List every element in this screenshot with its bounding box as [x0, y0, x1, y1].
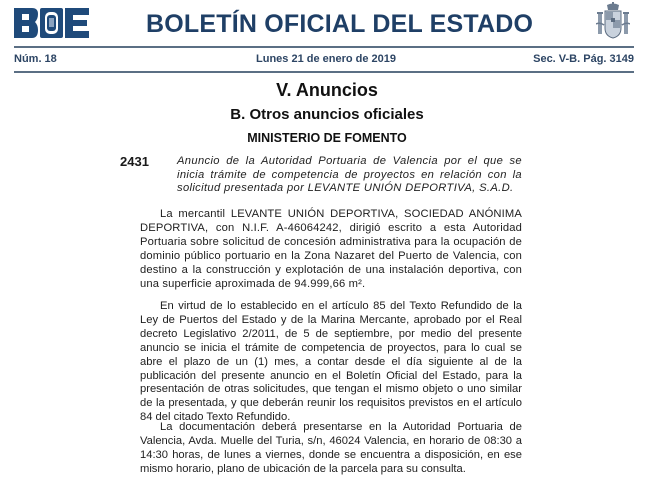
- issue-date: Lunes 21 de enero de 2019: [256, 53, 397, 65]
- issue-number: Núm. 18: [14, 53, 57, 65]
- ministry-heading: MINISTERIO DE FOMENTO: [247, 131, 407, 145]
- body-paragraph: La documentación deberá presentarse en la Autoridad Portuaria de Valencia, Avda. Muelle del Turia, s/n, 46024 Valencia, en horario de 08:30 a 14:30 horas, de lunes a viernes, donde se encuentra a disposición, en ese mismo horario, plano de ubicación de la parcela para su consulta.: [140, 421, 522, 475]
- section-heading: V. Anuncios: [276, 80, 378, 100]
- masthead-title: BOLETÍN OFICIAL DEL ESTADO: [146, 10, 534, 38]
- boe-logo-icon: [14, 8, 89, 38]
- spain-coat-of-arms-icon: [596, 2, 630, 40]
- announcement-number: 2431: [120, 154, 149, 169]
- body-paragraph: En virtud de lo establecido en el artículo 85 del Texto Refundido de la Ley de Puertos del Estado y de la Marina Mercante, aprobado por el Real decreto Legislativo 2/2011, de 5 de septiembre, por medio del presente anuncio se inicia el trámite de competencia de proyectos, para lo cual se abre el plazo de un (1) mes, a contar desde el día siguiente al de la publicación del presente anuncio en el Boletín Oficial del Estado, para la presentación de otras solicitudes, que tengan el mismo objeto o uno similar de la presentada, y que deberán reunir los requisitos previstos en el artículo 84 del citado Texto Refundido.: [140, 300, 522, 424]
- header-rule-top: [14, 46, 634, 48]
- body-paragraph: La mercantil LEVANTE UNIÓN DEPORTIVA, SOCIEDAD ANÓNIMA DEPORTIVA, con N.I.F. A-46064242, dirigió escrito a esta Autoridad Portuaria sobre solicitud de concesión administrativa para la ocupación de dominio público portuario en la Zona Nazaret del Puerto de Valencia, con destino a la construcción y explotación de una instalación deportiva, con una superficie aproximada de 94.999,66 m².: [140, 208, 522, 290]
- subsection-heading: B. Otros anuncios oficiales: [230, 106, 424, 123]
- section-page: Sec. V-B. Pág. 3149: [533, 53, 634, 65]
- header-rule-bottom: [14, 71, 634, 73]
- announcement-summary: Anuncio de la Autoridad Portuaria de Valencia por el que se inicia trámite de competencia de proyectos en relación con la solicitud presentada por LEVANTE UNIÓN DEPORTIVA, S.A.D.: [177, 155, 522, 194]
